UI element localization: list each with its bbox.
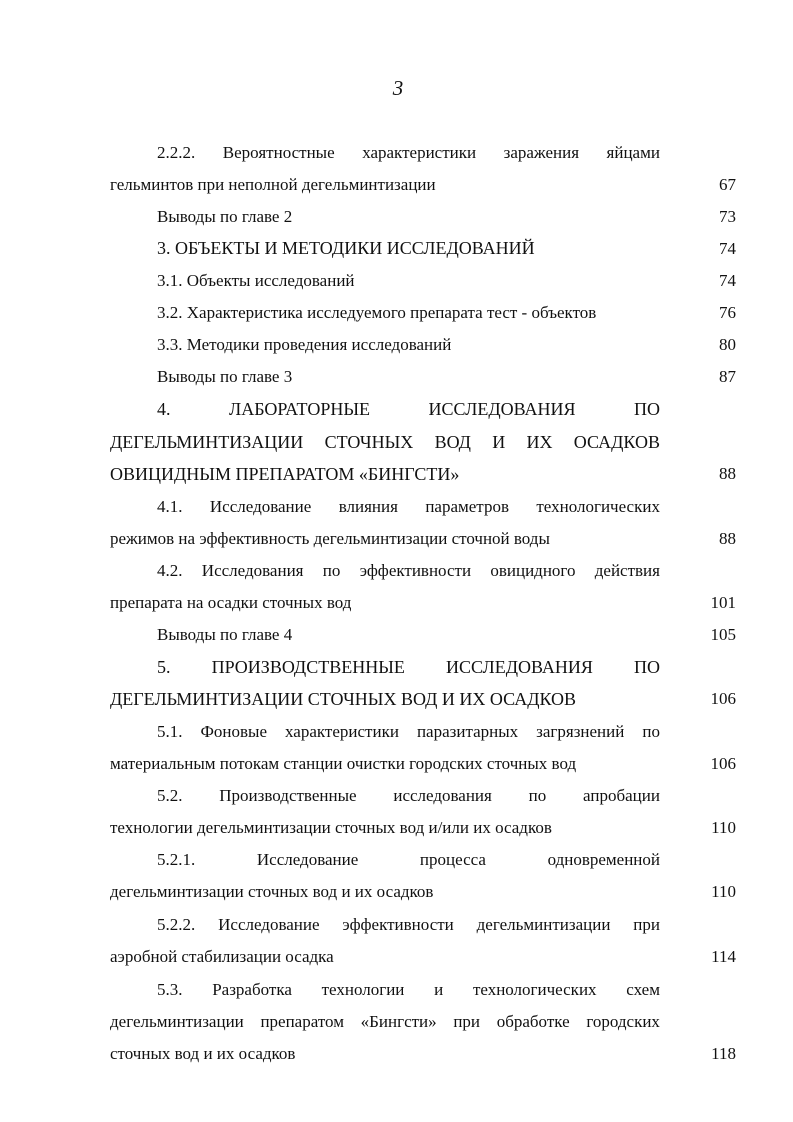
word: ДЕГЕЛЬМИНТИЗАЦИИ: [110, 432, 304, 452]
toc-entry-line: 3.1. Объекты исследований: [157, 271, 355, 290]
word: ПРОИЗВОДСТВЕННЫЕ: [211, 657, 405, 677]
toc-entry-line: аэробной стабилизации осадка: [110, 947, 334, 966]
word: схем: [626, 980, 660, 999]
word: по: [642, 722, 660, 741]
toc-entry-line: [157, 980, 660, 1000]
word: дегельминтизации: [476, 915, 611, 934]
word: заражения: [503, 143, 580, 162]
word: Разработка: [212, 980, 292, 999]
word: И: [492, 432, 506, 452]
word: ИССЛЕДОВАНИЯ: [428, 399, 576, 419]
word: яйцами: [606, 143, 660, 162]
word: СТОЧНЫХ: [324, 432, 414, 452]
toc-entry-line: материальным потокам станции очистки городских сточных вод: [110, 754, 577, 773]
word: по: [322, 561, 341, 580]
toc-entry-line: Выводы по главе 2: [157, 207, 293, 226]
page-number: 3: [392, 76, 404, 100]
toc-entry-line: ДЕГЕЛЬМИНТИЗАЦИИ СТОЧНЫХ ВОД И ИХ ОСАДКОВ: [110, 689, 577, 709]
word: характеристики: [285, 722, 399, 741]
word: «Бингсти»: [360, 1012, 437, 1031]
word: 5.2.1.: [157, 850, 196, 869]
toc-page-number: 106: [710, 754, 736, 773]
word: 5.2.2.: [157, 915, 196, 934]
toc-entry-line: ОВИЦИДНЫМ ПРЕПАРАТОМ «БИНГСТИ»: [110, 464, 460, 484]
word: 5.: [157, 657, 171, 677]
word: ЛАБОРАТОРНЫЕ: [229, 399, 371, 419]
toc-entry-line: [157, 850, 660, 870]
toc-page-number: 88: [719, 529, 736, 548]
word: технологии: [321, 980, 405, 999]
word: Производственные: [219, 786, 357, 805]
toc-page-number: 101: [710, 593, 736, 612]
toc-entry-line: [110, 432, 660, 452]
toc-entry-line: сточных вод и их осадков: [110, 1044, 296, 1063]
word: исследования: [393, 786, 492, 805]
word: Исследование: [209, 497, 312, 516]
toc-page-number: 74: [719, 239, 736, 258]
word: городских: [586, 1012, 660, 1031]
word: и: [434, 980, 444, 999]
word: ИССЛЕДОВАНИЯ: [445, 657, 593, 677]
word: 5.3.: [157, 980, 183, 999]
word: 4.2.: [157, 561, 183, 580]
toc-entry-line: [157, 497, 660, 517]
toc-page-number: 88: [719, 464, 736, 483]
word: паразитарных: [416, 722, 519, 741]
toc-entry-line: Выводы по главе 3: [157, 367, 293, 386]
toc-page-number: 118: [711, 1044, 736, 1063]
toc-entry-line: [157, 399, 660, 419]
word: влияния: [338, 497, 398, 516]
toc-page-number: 67: [719, 175, 736, 194]
word: параметров: [425, 497, 509, 516]
word: 2.2.2.: [157, 143, 196, 162]
word: апробации: [583, 786, 660, 805]
toc-page-number: 105: [710, 625, 736, 644]
toc-entry-line: [157, 915, 660, 935]
toc-entry-line: гельминтов при неполной дегельминтизации: [110, 175, 436, 194]
toc-entry-line: 3. ОБЪЕКТЫ И МЕТОДИКИ ИССЛЕДОВАНИЙ: [157, 238, 535, 258]
toc-page-number: 74: [719, 271, 736, 290]
toc-entry-line: дегельминтизации сточных вод и их осадков: [110, 882, 434, 901]
toc-entry-line: [157, 561, 660, 581]
word: при: [453, 1012, 481, 1031]
word: 5.1.: [157, 722, 183, 741]
toc-page-number: 114: [711, 947, 736, 966]
toc-entry-line: [157, 143, 660, 163]
toc-entry-line: 3.3. Методики проведения исследований: [157, 335, 452, 354]
word: Исследование: [218, 915, 320, 934]
word: ОСАДКОВ: [573, 432, 660, 452]
toc-page-number: 76: [719, 303, 736, 322]
toc-entry-line: [157, 722, 660, 742]
word: эффективности: [342, 915, 454, 934]
word: загрязнений: [536, 722, 625, 741]
toc-page-number: 110: [711, 818, 736, 837]
toc-page-number: 106: [710, 689, 736, 708]
word: Исследование: [256, 850, 359, 869]
word: технологических: [536, 497, 660, 516]
toc-entry-line: технологии дегельминтизации сточных вод и/или их осадков: [110, 818, 552, 837]
toc-entry-line: 3.2. Характеристика исследуемого препарата тест - объектов: [157, 303, 597, 322]
word: Фоновые: [200, 722, 268, 741]
word: ПО: [633, 399, 660, 419]
word: ПО: [633, 657, 660, 677]
word: препаратом: [260, 1012, 344, 1031]
word: действия: [594, 561, 660, 580]
toc-entry-line: [157, 786, 660, 806]
word: одновременной: [547, 850, 660, 869]
toc-entry-line: [110, 1012, 660, 1032]
word: 5.2.: [157, 786, 183, 805]
word: технологических: [472, 980, 597, 999]
toc-entry-line: Выводы по главе 4: [157, 625, 293, 644]
word: по: [528, 786, 547, 805]
toc-page-number: 87: [719, 367, 736, 386]
word: Вероятностные: [222, 143, 335, 162]
word: процесса: [419, 850, 486, 869]
toc-entry-line: препарата на осадки сточных вод: [110, 593, 352, 612]
toc-page-number: 80: [719, 335, 736, 354]
word: Исследования: [201, 561, 304, 580]
toc-entry-line: режимов на эффективность дегельминтизации сточной воды: [110, 529, 550, 548]
word: овицидного: [490, 561, 576, 580]
word: эффективности: [359, 561, 472, 580]
word: дегельминтизации: [110, 1012, 244, 1031]
word: 4.1.: [157, 497, 183, 516]
word: характеристики: [362, 143, 477, 162]
toc-entry-line: [157, 657, 660, 677]
word: при: [633, 915, 660, 934]
word: ИХ: [526, 432, 553, 452]
word: обработке: [496, 1012, 570, 1031]
toc-page-number: 110: [711, 882, 736, 901]
word: 4.: [157, 399, 171, 419]
word: ВОД: [434, 432, 471, 452]
toc-page-number: 73: [719, 207, 736, 226]
